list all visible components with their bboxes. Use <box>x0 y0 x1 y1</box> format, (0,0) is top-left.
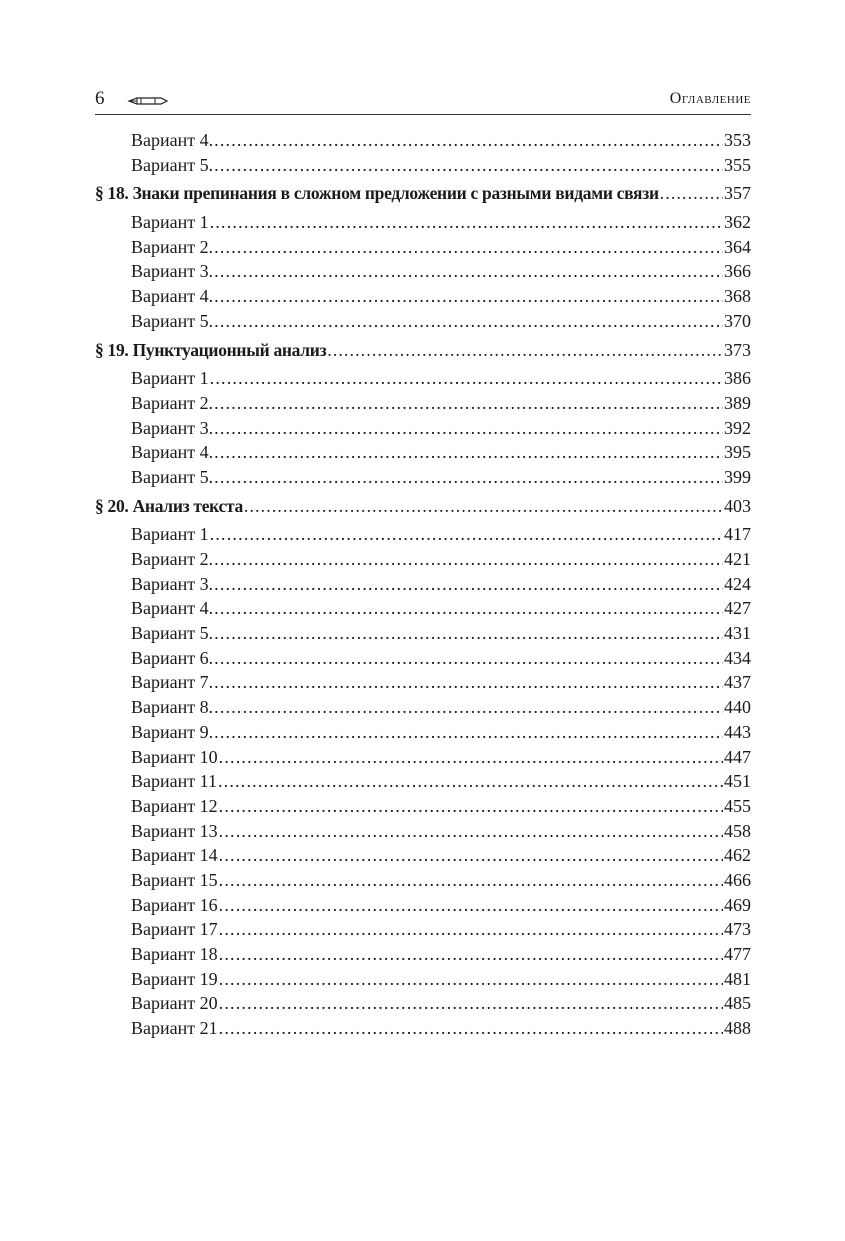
pen-icon <box>127 94 169 108</box>
dot-leader <box>219 819 723 844</box>
toc-entry-title: Вариант 7. <box>131 672 214 693</box>
toc-entry-title: Вариант 20 <box>131 993 218 1014</box>
toc-entry-title: Вариант 12 <box>131 795 218 816</box>
dot-leader <box>214 309 723 334</box>
toc-entry <box>95 745 751 770</box>
dot-leader <box>219 1016 723 1041</box>
toc-entry-page: 417 <box>724 524 751 545</box>
toc-entry <box>95 596 751 621</box>
toc-section-18 <box>95 181 751 206</box>
dot-leader <box>219 794 723 819</box>
toc-entry-page: 434 <box>724 647 751 668</box>
toc-entry <box>95 391 751 416</box>
toc-entry-page: 473 <box>724 919 751 940</box>
dot-leader <box>214 621 723 646</box>
dot-leader <box>214 670 723 695</box>
toc-entry-title: Вариант 4. <box>131 442 214 463</box>
section-title: § 20. Анализ текста <box>95 495 243 516</box>
toc-entry <box>95 235 751 260</box>
toc-entry <box>95 366 751 391</box>
toc-entry <box>95 991 751 1016</box>
toc-entry-page: 389 <box>724 392 751 413</box>
toc-entry <box>95 284 751 309</box>
dot-leader <box>219 868 723 893</box>
toc-entry-page: 466 <box>724 869 751 890</box>
dot-leader <box>214 465 723 490</box>
dot-leader <box>214 646 723 671</box>
dot-leader <box>214 547 723 572</box>
toc-entry-title: Вариант 3. <box>131 261 214 282</box>
toc-entry-page: 447 <box>724 746 751 767</box>
toc-entry-page: 399 <box>724 466 751 487</box>
dot-leader <box>214 440 723 465</box>
dot-leader <box>214 259 723 284</box>
dot-leader <box>210 210 723 235</box>
toc-entry <box>95 720 751 745</box>
toc-entry-title: Вариант 1 <box>131 368 209 389</box>
toc-entry <box>95 695 751 720</box>
dot-leader <box>219 967 723 992</box>
toc-entry-title: Вариант 2. <box>131 236 214 257</box>
dot-leader <box>219 893 723 918</box>
toc-entry-page: 370 <box>724 310 751 331</box>
toc-entry-page: 481 <box>724 968 751 989</box>
toc-entry-page: 431 <box>724 623 751 644</box>
dot-leader <box>218 769 723 794</box>
toc-entry-title: Вариант 5. <box>131 466 214 487</box>
dot-leader <box>219 843 723 868</box>
toc-entry-title: Вариант 1 <box>131 212 209 233</box>
toc-entry-title: Вариант 2. <box>131 549 214 569</box>
toc-entry-page: 469 <box>724 894 751 915</box>
toc-entry-page: 395 <box>724 442 751 463</box>
toc-entry-title: Вариант 13 <box>131 820 218 841</box>
dot-leader <box>214 128 723 153</box>
section-title: § 18. Знаки препинания в сложном предложении с разными видами связи <box>95 183 659 204</box>
toc-entry-page: 488 <box>724 1018 751 1039</box>
toc-entry <box>95 646 751 671</box>
toc-entry-page: 368 <box>724 286 751 307</box>
toc-entry-title: Вариант 19 <box>131 968 218 989</box>
toc-entry-title: Вариант 3. <box>131 573 214 594</box>
toc-entry-title: Вариант 5. <box>131 154 214 175</box>
toc-entry-page: 386 <box>724 368 751 389</box>
toc-entry-page: 458 <box>724 820 751 841</box>
toc-entry-page: 451 <box>724 771 751 792</box>
toc-entry <box>95 309 751 334</box>
toc-entry-title: Вариант 5. <box>131 623 214 644</box>
toc-entry <box>95 1016 751 1041</box>
toc-entry <box>95 259 751 284</box>
dot-leader <box>214 235 723 260</box>
toc-entry-title: Вариант 4. <box>131 286 214 307</box>
toc-entry-page: 485 <box>724 993 751 1014</box>
dot-leader <box>219 745 723 770</box>
toc-entry-title: Вариант 14 <box>131 845 218 866</box>
dot-leader <box>214 153 723 178</box>
toc-entry-page: 443 <box>724 721 751 742</box>
toc-entry <box>95 440 751 465</box>
toc-entry <box>95 522 751 547</box>
toc-entry-title: Вариант 16 <box>131 894 218 915</box>
dot-leader <box>327 338 723 363</box>
toc-entry-page: 355 <box>724 154 751 175</box>
dot-leader <box>214 596 723 621</box>
toc-entry-page: 353 <box>724 130 751 150</box>
toc-entry <box>95 572 751 597</box>
dot-leader <box>214 284 723 309</box>
toc-entry <box>95 794 751 819</box>
toc-section-20 <box>95 494 751 519</box>
dot-leader <box>214 416 723 441</box>
toc-entry <box>95 868 751 893</box>
toc-entry <box>95 967 751 992</box>
toc-entry-page: 362 <box>724 212 751 233</box>
toc-entry-title: Вариант 1 <box>131 524 209 545</box>
toc-entry-title: Вариант 9. <box>131 721 214 742</box>
toc-entry-title: Вариант 4. <box>131 130 214 150</box>
dot-leader <box>214 720 723 745</box>
toc-entry-page: 366 <box>724 261 751 282</box>
toc-entry-title: Вариант 6. <box>131 647 214 668</box>
toc-entry-title: Вариант 3. <box>131 417 214 438</box>
dot-leader <box>219 917 723 942</box>
toc-entry-page: 364 <box>724 236 751 257</box>
dot-leader <box>244 494 723 519</box>
dot-leader <box>210 366 723 391</box>
toc-section-19 <box>95 338 751 363</box>
toc-entry <box>95 153 751 178</box>
running-title: Оглавление <box>669 90 751 107</box>
toc-entry <box>95 621 751 646</box>
dot-leader <box>214 695 723 720</box>
toc-entry <box>95 547 751 572</box>
toc-entry <box>95 210 751 235</box>
toc-entry-page: 440 <box>724 697 751 718</box>
dot-leader <box>219 991 723 1016</box>
toc-entry-title: Вариант 18 <box>131 944 218 964</box>
dot-leader <box>214 391 723 416</box>
toc-entry <box>95 819 751 844</box>
toc-entry-title: Вариант 8. <box>131 697 214 718</box>
dot-leader <box>660 181 723 206</box>
toc-entry-title: Вариант 5. <box>131 310 214 331</box>
toc-entry <box>95 769 751 794</box>
toc-entry-page: 392 <box>724 417 751 438</box>
toc-entry <box>95 942 751 967</box>
page-number: 6 <box>95 88 105 109</box>
toc-entry <box>95 416 751 441</box>
toc-entry-title: Вариант 15 <box>131 869 218 890</box>
dot-leader <box>219 942 723 967</box>
toc-entry <box>95 670 751 695</box>
toc-entry <box>95 917 751 942</box>
dot-leader <box>214 572 723 597</box>
toc-entry-title: Вариант 10 <box>131 746 218 767</box>
toc-entry-title: Вариант 17 <box>131 919 218 940</box>
section-page: 357 <box>724 183 751 204</box>
toc-entry-page: 455 <box>724 795 751 816</box>
toc-entry-page: 424 <box>724 573 751 594</box>
toc-entry-page: 437 <box>724 672 751 693</box>
toc-entry <box>95 843 751 868</box>
toc-entry-title: Вариант 21 <box>131 1018 218 1039</box>
toc-entry <box>95 128 751 153</box>
toc-entry-page: 462 <box>724 845 751 866</box>
section-page: 373 <box>724 339 751 360</box>
toc-entry-title: Вариант 11 <box>131 771 217 792</box>
toc-entry-title: Вариант 4. <box>131 598 214 619</box>
table-of-contents <box>95 128 751 1041</box>
page-header <box>95 86 751 115</box>
section-title: § 19. Пунктуационный анализ <box>95 339 327 360</box>
toc-entry-page: 421 <box>724 549 751 569</box>
section-page: 403 <box>724 495 751 516</box>
toc-entry-title: Вариант 2. <box>131 392 214 413</box>
toc-entry-page: 427 <box>724 598 751 619</box>
toc-entry-page: 477 <box>724 944 751 964</box>
toc-entry <box>95 465 751 490</box>
dot-leader <box>210 522 723 547</box>
toc-entry <box>95 893 751 918</box>
